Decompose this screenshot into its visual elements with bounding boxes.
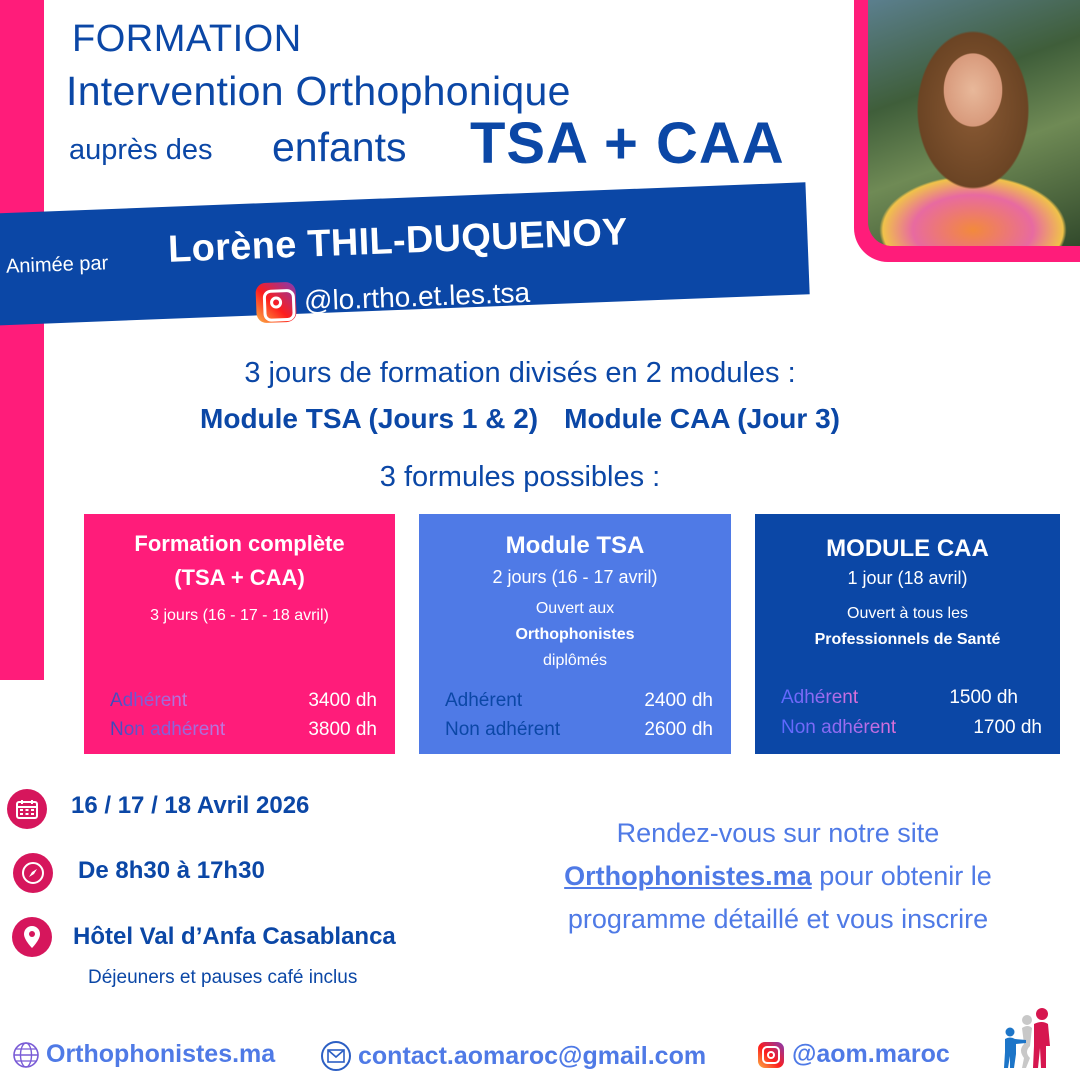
event-location: Hôtel Val d’Anfa Casablanca bbox=[73, 923, 396, 950]
instagram-icon bbox=[255, 282, 297, 324]
non-adherent-price: 2600 dh bbox=[644, 719, 713, 740]
meals-included: Déjeuners et pauses café inclus bbox=[88, 967, 358, 988]
card-audience bbox=[419, 596, 731, 674]
price-row-non-adherent bbox=[755, 717, 1060, 739]
title-enfants: enfants bbox=[272, 124, 407, 170]
compass-icon bbox=[13, 853, 53, 893]
footer-instagram[interactable] bbox=[758, 1040, 950, 1069]
module-caa-label: Module CAA (Jour 3) bbox=[564, 403, 840, 434]
adherent-price: 3400 dh bbox=[308, 690, 377, 711]
price-row-adherent bbox=[84, 690, 395, 712]
pricing-card-module-caa bbox=[755, 514, 1060, 754]
module-tsa-label: Module TSA (Jours 1 & 2) bbox=[200, 403, 539, 434]
cta-line-3: programme détaillé et vous inscrire bbox=[567, 904, 989, 934]
audience-line-2: Professionnels de Santé bbox=[814, 631, 1001, 648]
globe-icon bbox=[12, 1041, 40, 1069]
cta-line-2 bbox=[500, 855, 1056, 898]
speaker-photo-frame bbox=[854, 0, 1080, 262]
aom-logo-icon bbox=[1000, 1006, 1058, 1070]
website-link[interactable]: Orthophonistes.ma bbox=[564, 861, 812, 891]
speaker-instagram-handle: @lo.rtho.et.les.tsa bbox=[303, 276, 531, 317]
non-adherent-price: 1700 dh bbox=[973, 717, 1042, 738]
adherent-price: 1500 dh bbox=[949, 687, 1018, 708]
decorative-pink-bar bbox=[0, 0, 44, 680]
adherent-label: Adhérent bbox=[110, 690, 188, 711]
cta-text bbox=[500, 812, 1056, 941]
cta-line-2-rest: pour obtenir le bbox=[811, 861, 992, 891]
intro-line: 3 jours de formation divisés en 2 modules : bbox=[244, 357, 796, 389]
card-days: 2 jours (16 - 17 avril) bbox=[492, 567, 658, 587]
formules-line: 3 formules possibles : bbox=[379, 461, 661, 493]
modules-line bbox=[0, 403, 1040, 435]
title-aupres: auprès des bbox=[69, 134, 213, 166]
price-row-adherent bbox=[419, 690, 731, 712]
title-intervention: Intervention Orthophonique bbox=[66, 68, 571, 114]
mail-icon bbox=[320, 1040, 352, 1072]
price-row-adherent bbox=[755, 687, 1060, 709]
card-audience bbox=[755, 601, 1060, 653]
non-adherent-label: Non adhérent bbox=[781, 717, 897, 738]
event-date: 16 / 17 / 18 Avril 2026 bbox=[71, 792, 310, 819]
price-row-non-adherent bbox=[419, 719, 731, 741]
location-pin-icon bbox=[12, 917, 52, 957]
adherent-label: Adhérent bbox=[445, 690, 523, 711]
adherent-label: Adhérent bbox=[781, 687, 859, 708]
event-hours: De 8h30 à 17h30 bbox=[78, 857, 265, 884]
calendar-icon bbox=[7, 789, 47, 829]
non-adherent-price: 3800 dh bbox=[308, 719, 377, 740]
audience-line-1: Ouvert à tous les bbox=[847, 605, 968, 622]
animee-par-label: Animée par bbox=[5, 252, 109, 278]
title-formation: FORMATION bbox=[72, 18, 302, 60]
non-adherent-label: Non adhérent bbox=[445, 719, 561, 740]
speaker-photo bbox=[868, 0, 1080, 246]
footer-website-text: Orthophonistes.ma bbox=[46, 1040, 276, 1068]
card-title-line-2: (TSA + CAA) bbox=[174, 565, 305, 590]
non-adherent-label: Non adhérent bbox=[110, 719, 226, 740]
card-days: 1 jour (18 avril) bbox=[847, 568, 968, 588]
title-tsa-caa: TSA + CAA bbox=[470, 111, 785, 176]
footer-instagram-text: @aom.maroc bbox=[792, 1040, 950, 1068]
footer-email-text: contact.aomaroc@gmail.com bbox=[358, 1041, 707, 1070]
footer-email[interactable] bbox=[320, 1040, 706, 1072]
adherent-price: 2400 dh bbox=[644, 690, 713, 711]
audience-line-3: diplômés bbox=[542, 652, 608, 669]
card-title: MODULE CAA bbox=[826, 535, 989, 562]
price-row-non-adherent bbox=[84, 719, 395, 741]
instagram-icon bbox=[758, 1042, 784, 1068]
card-title: Module TSA bbox=[505, 532, 645, 559]
card-title-line-1: Formation complète bbox=[134, 531, 345, 556]
audience-line-1: Ouvert aux bbox=[535, 600, 615, 617]
card-title bbox=[84, 514, 395, 595]
audience-line-2: Orthophonistes bbox=[515, 626, 635, 643]
footer-website[interactable] bbox=[12, 1040, 275, 1069]
cta-line-1: Rendez-vous sur notre site bbox=[616, 818, 940, 848]
pricing-card-formation-complete bbox=[84, 514, 395, 754]
card-days: 3 jours (16 - 17 - 18 avril) bbox=[150, 607, 329, 624]
pricing-card-module-tsa bbox=[419, 514, 731, 754]
speaker-name: Lorène THIL-DUQUENOY bbox=[167, 211, 629, 271]
